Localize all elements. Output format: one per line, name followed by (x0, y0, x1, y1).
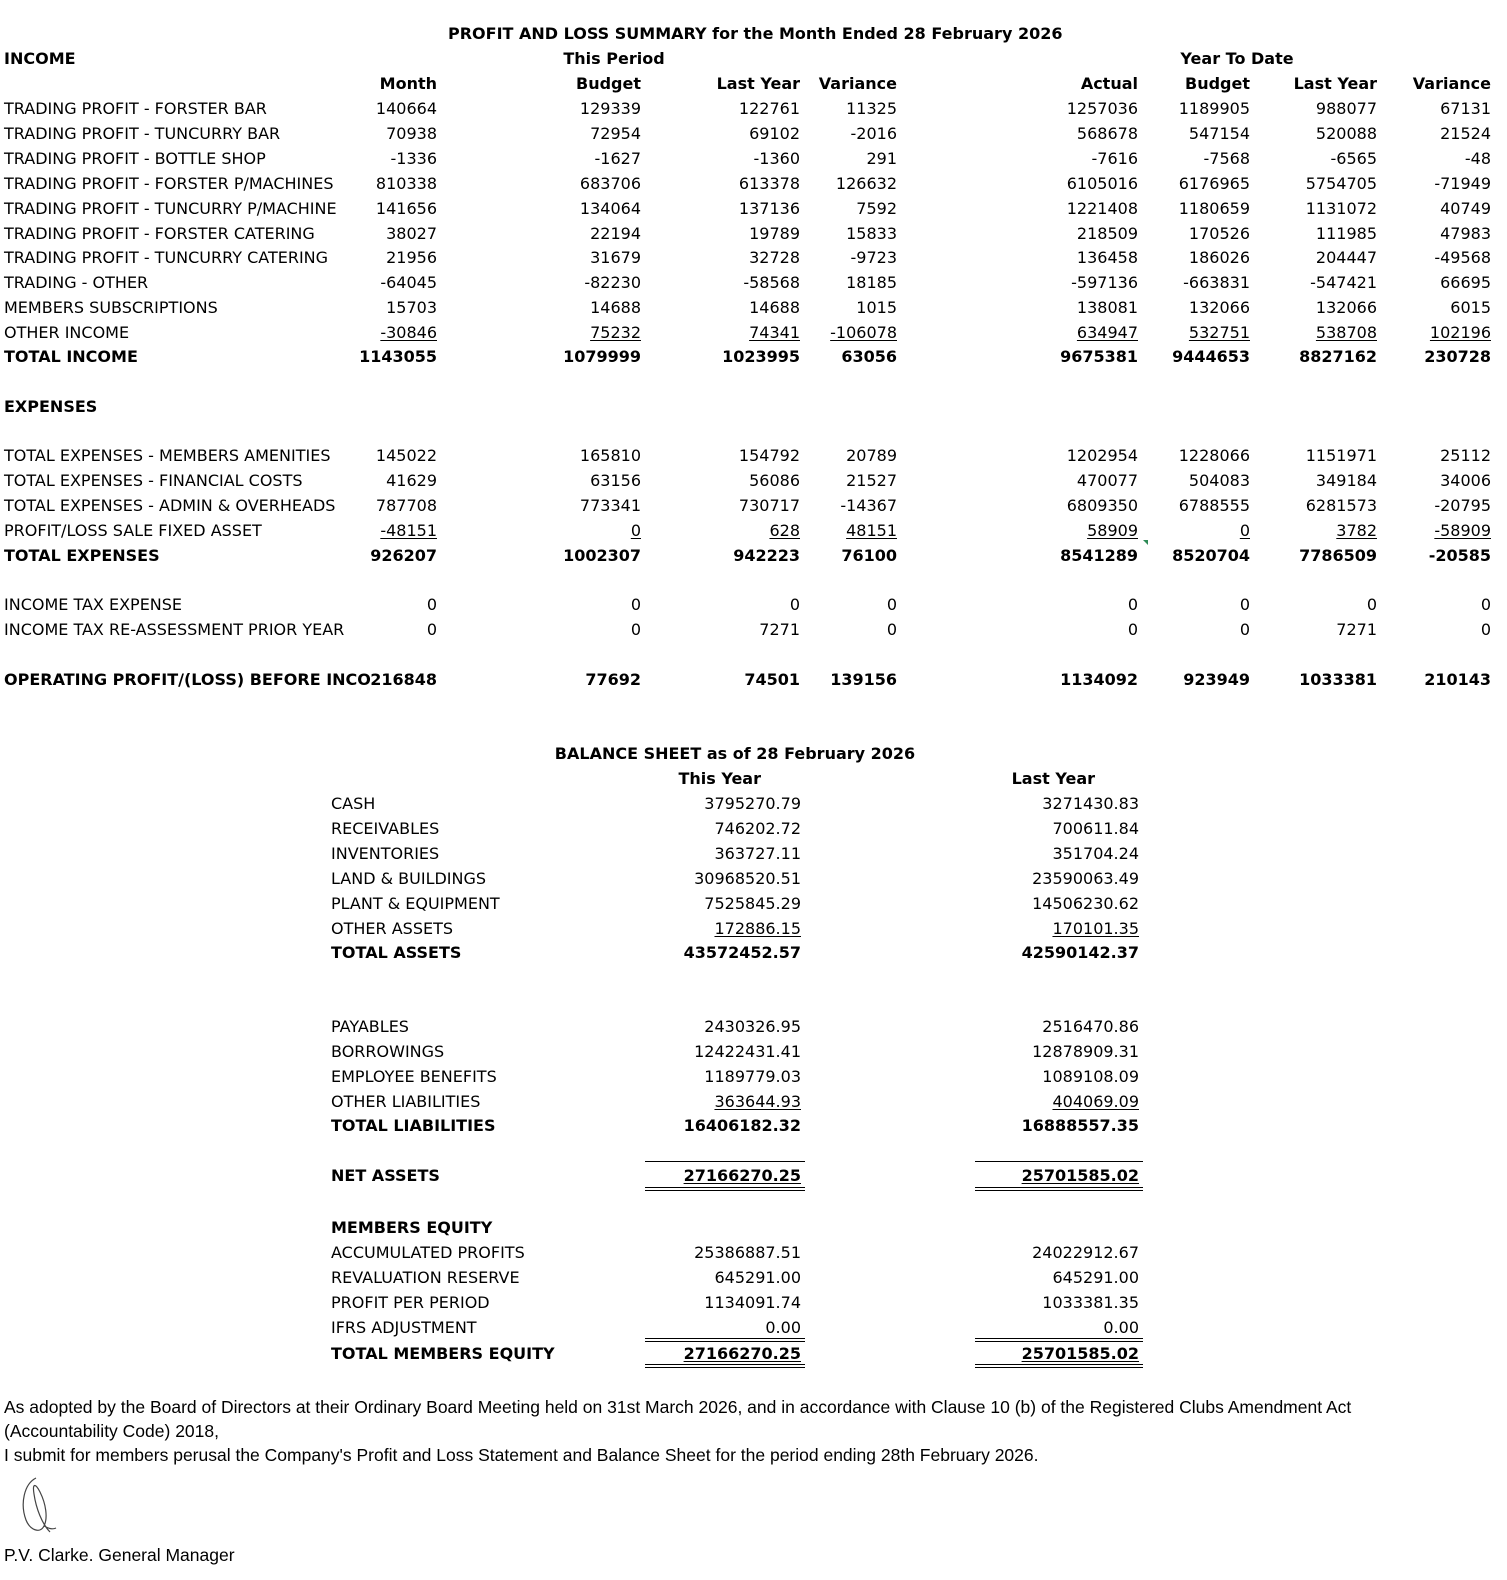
equity-rule-top1-1 (975, 1338, 1143, 1339)
income-row-4-value-3: 7592 (856, 198, 897, 218)
asset-row-0-last-year: 3271430.83 (1042, 794, 1139, 813)
income-row-1-value-2: 69102 (749, 123, 800, 143)
liability-row-1-last-year: 12878909.31 (1032, 1041, 1139, 1061)
income-row-8-value-1: 14688 (590, 298, 641, 318)
expense-row-1-value-7: 34006 (1440, 470, 1491, 490)
pl-header-1: Budget (576, 74, 641, 93)
equity-row-0-label: ACCUMULATED PROFITS (331, 1243, 525, 1262)
liability-row-2-this-year: 1189779.03 (704, 1066, 801, 1086)
income-row-7-label: TRADING - OTHER (4, 273, 149, 293)
income-row-8-value-2: 14688 (749, 298, 800, 318)
income-row-5-value-4: 218509 (1076, 223, 1138, 243)
expense-row-1-value-4: 470077 (1076, 470, 1138, 490)
expense-row-1-value-6: 349184 (1315, 470, 1377, 490)
tax-row-1-value-0: 0 (426, 619, 437, 639)
total-expenses-label: TOTAL EXPENSES (4, 546, 160, 565)
income-row-6-value-4: 136458 (1076, 248, 1138, 268)
operating-profit-value-7: 210143 (1424, 670, 1491, 689)
liability-row-1-this-year: 12422431.41 (694, 1041, 801, 1061)
tax-row-0-label: INCOME TAX EXPENSE (4, 595, 183, 614)
liability-row-2-last-year: 1089108.09 (1042, 1066, 1139, 1086)
pl-header-7: Variance (1412, 74, 1491, 93)
income-row-3-value-6: 5754705 (1305, 173, 1377, 193)
income-row-6-value-2: 32728 (749, 248, 800, 268)
footer-line-3: I submit for members perusal the Company's Profit and Loss Statement and Balance Sheet for the period ending 28th February 2026. (4, 1445, 1039, 1465)
equity-row-1-last-year: 645291.00 (1052, 1267, 1139, 1287)
income-row-1-value-5: 547154 (1188, 123, 1250, 143)
income-row-0-value-2: 122761 (738, 99, 800, 118)
asset-row-2-this-year: 363727.11 (714, 843, 801, 863)
net-assets-rule-bottom1-0 (645, 1187, 805, 1188)
total-expenses-value-4: 8541289 (1060, 546, 1138, 565)
equity-rule-top1-0 (645, 1338, 805, 1339)
pl-title: PROFIT AND LOSS SUMMARY for the Month Ended 28 February 2026 (448, 24, 1063, 43)
income-heading: INCOME (4, 49, 76, 68)
expense-row-2-value-5: 6788555 (1178, 495, 1250, 515)
pl-header-5: Budget (1185, 74, 1250, 93)
income-row-3-label: TRADING PROFIT - FORSTER P/MACHINES (4, 173, 334, 193)
total-income-value-7: 230728 (1424, 347, 1491, 366)
asset-row-5-label: OTHER ASSETS (331, 918, 454, 938)
liability-row-0-last-year: 2516470.86 (1042, 1017, 1139, 1036)
total-assets-last-year: 42590142.37 (1021, 943, 1139, 962)
income-row-8-value-7: 6015 (1450, 298, 1491, 318)
equity-rule-bottom1-0 (645, 1364, 805, 1365)
total-liabilities-last-year: 16888557.35 (1021, 1116, 1139, 1135)
liability-row-3-this-year: 363644.93 (714, 1091, 801, 1111)
income-row-7-value-2: -58568 (743, 273, 800, 293)
expense-row-1-value-5: 504083 (1188, 470, 1250, 490)
asset-row-0-label: CASH (331, 794, 376, 813)
expense-row-1-value-3: 21527 (846, 470, 897, 490)
expense-row-2-value-3: -14367 (840, 495, 897, 515)
income-row-4-value-5: 1180659 (1178, 198, 1250, 218)
expense-row-2-value-0: 787708 (375, 495, 437, 515)
tax-row-1-value-1: 0 (630, 619, 641, 639)
operating-profit-value-4: 1134092 (1060, 670, 1138, 689)
income-row-7-value-7: 66695 (1440, 273, 1491, 293)
income-row-5-value-3: 15833 (846, 223, 897, 243)
tax-row-1-value-7: 0 (1480, 619, 1491, 639)
pl-header-0: Month (379, 74, 437, 93)
income-row-3-value-0: 810338 (375, 173, 437, 193)
income-row-0-value-6: 988077 (1315, 99, 1377, 118)
income-row-0-value-7: 67131 (1440, 99, 1491, 118)
income-row-7-value-6: -547421 (1310, 273, 1377, 293)
expense-row-0-value-0: 145022 (375, 446, 437, 465)
income-row-4-value-0: 141656 (375, 198, 437, 218)
equity-rule-bottom2-0 (645, 1367, 805, 1368)
expense-row-0-value-4: 1202954 (1066, 446, 1138, 465)
income-row-4-value-1: 134064 (579, 198, 641, 218)
income-row-0-value-3: 11325 (846, 99, 897, 118)
operating-profit-value-3: 139156 (830, 670, 897, 689)
income-row-9-value-7: 102196 (1429, 323, 1491, 343)
tax-row-1-value-3: 0 (886, 619, 897, 639)
expense-row-0-value-1: 165810 (579, 446, 641, 465)
total-expenses-value-2: 942223 (733, 546, 800, 565)
equity-row-2-label: PROFIT PER PERIOD (331, 1292, 490, 1312)
asset-row-2-last-year: 351704.24 (1052, 843, 1139, 863)
income-row-3-value-2: 613378 (738, 173, 800, 193)
operating-profit-value-2: 74501 (744, 670, 800, 689)
income-row-9-value-1: 75232 (590, 323, 641, 343)
income-row-2-value-1: -1627 (594, 148, 641, 168)
equity-row-3-last-year: 0.00 (1103, 1317, 1139, 1337)
asset-row-2-label: INVENTORIES (331, 843, 440, 863)
income-row-8-value-5: 132066 (1188, 298, 1250, 318)
income-row-4-value-2: 137136 (738, 198, 800, 218)
expense-row-0-label: TOTAL EXPENSES - MEMBERS AMENITIES (4, 446, 331, 465)
total-liabilities-label: TOTAL LIABILITIES (331, 1116, 496, 1135)
bs-this-year-heading: This Year (678, 769, 761, 788)
liability-row-2-label: EMPLOYEE BENEFITS (331, 1066, 497, 1086)
income-row-1-value-3: -2016 (850, 123, 897, 143)
expense-row-1-value-0: 41629 (386, 470, 437, 490)
net-assets-label: NET ASSETS (331, 1166, 440, 1185)
asset-row-3-label: LAND & BUILDINGS (331, 868, 487, 888)
income-row-9-value-3: -106078 (830, 323, 897, 343)
expense-row-1-value-2: 56086 (749, 470, 800, 490)
income-row-1-value-0: 70938 (386, 123, 437, 143)
expense-row-3-value-5: 0 (1239, 520, 1250, 540)
liability-row-0-this-year: 2430326.95 (704, 1017, 801, 1036)
income-row-2-value-0: -1336 (390, 148, 437, 168)
income-row-4-value-6: 1131072 (1305, 198, 1377, 218)
tax-row-1-value-4: 0 (1127, 619, 1138, 639)
operating-profit-value-5: 923949 (1183, 670, 1250, 689)
total-income-value-1: 1079999 (563, 347, 641, 366)
income-row-0-label: TRADING PROFIT - FORSTER BAR (4, 99, 267, 118)
cell-comment-marker (1143, 540, 1148, 545)
equity-row-2-this-year: 1134091.74 (704, 1292, 801, 1312)
total-members-equity-this-year: 27166270.25 (683, 1344, 801, 1363)
asset-row-1-last-year: 700611.84 (1052, 818, 1139, 838)
income-row-6-value-5: 186026 (1188, 248, 1250, 268)
income-row-6-value-0: 21956 (386, 248, 437, 268)
expense-row-2-value-2: 730717 (738, 495, 800, 515)
income-row-5-value-7: 47983 (1440, 223, 1491, 243)
total-income-value-6: 8827162 (1299, 347, 1377, 366)
liability-row-1-label: BORROWINGS (331, 1041, 445, 1061)
tax-row-1-value-5: 0 (1239, 619, 1250, 639)
tax-row-0-value-3: 0 (886, 595, 897, 614)
net-assets-rule-top-0 (645, 1161, 805, 1162)
tax-row-1-value-2: 7271 (759, 619, 800, 639)
asset-row-5-this-year: 172886.15 (714, 918, 801, 938)
income-row-5-value-0: 38027 (386, 223, 437, 243)
asset-row-3-this-year: 30968520.51 (694, 868, 801, 888)
income-row-6-value-6: 204447 (1315, 248, 1377, 268)
pl-header-3: Variance (818, 74, 897, 93)
net-assets-this-year: 27166270.25 (683, 1166, 801, 1185)
income-row-8-value-4: 138081 (1076, 298, 1138, 318)
income-row-7-value-5: -663831 (1183, 273, 1250, 293)
total-income-value-5: 9444653 (1172, 347, 1250, 366)
income-row-1-value-6: 520088 (1315, 123, 1377, 143)
asset-row-4-this-year: 7525845.29 (704, 893, 801, 913)
expense-row-3-value-6: 3782 (1336, 520, 1377, 540)
expense-row-3-value-3: 48151 (846, 520, 897, 540)
operating-profit-value-6: 1033381 (1299, 670, 1377, 689)
pl-header-2: Last Year (716, 74, 800, 93)
income-row-3-value-3: 126632 (835, 173, 897, 193)
total-assets-this-year: 43572452.57 (683, 943, 801, 962)
tax-row-1-value-6: 7271 (1336, 619, 1377, 639)
tax-row-0-value-1: 0 (630, 595, 641, 614)
signature-image (14, 1474, 62, 1538)
operating-profit-value-0: 216848 (370, 670, 437, 689)
total-liabilities-this-year: 16406182.32 (683, 1116, 801, 1135)
equity-row-3-this-year: 0.00 (765, 1317, 801, 1337)
expense-row-0-value-5: 1228066 (1178, 446, 1250, 465)
bs-last-year-heading: Last Year (1011, 769, 1095, 788)
equity-rule-top2-1 (975, 1341, 1143, 1342)
total-expenses-value-6: 7786509 (1299, 546, 1377, 565)
total-expenses-value-3: 76100 (841, 546, 897, 565)
expense-row-3-value-2: 628 (769, 520, 800, 540)
income-row-6-label: TRADING PROFIT - TUNCURRY CATERING (4, 248, 329, 268)
footer-line-2: (Accountability Code) 2018, (4, 1421, 219, 1441)
equity-rule-top2-0 (645, 1341, 805, 1342)
net-assets-rule-top-1 (975, 1161, 1143, 1162)
income-row-2-value-4: -7616 (1091, 148, 1138, 168)
income-row-2-label: TRADING PROFIT - BOTTLE SHOP (4, 148, 266, 168)
bs-title: BALANCE SHEET as of 28 February 2026 (554, 744, 916, 763)
income-row-9-value-5: 532751 (1188, 323, 1250, 343)
members-equity-heading: MEMBERS EQUITY (331, 1218, 493, 1237)
income-row-8-value-6: 132066 (1315, 298, 1377, 318)
equity-rule-bottom1-1 (975, 1364, 1143, 1365)
income-row-8-label: MEMBERS SUBSCRIPTIONS (4, 298, 218, 318)
year-to-date-heading: Year To Date (1180, 49, 1294, 68)
income-row-1-label: TRADING PROFIT - TUNCURRY BAR (4, 123, 281, 143)
income-row-9-label: OTHER INCOME (4, 323, 130, 343)
income-row-0-value-4: 1257036 (1066, 99, 1138, 118)
income-row-6-value-3: -9723 (850, 248, 897, 268)
income-row-3-value-7: -71949 (1434, 173, 1491, 193)
income-row-4-label: TRADING PROFIT - TUNCURRY P/MACHINE (4, 198, 337, 218)
equity-row-0-last-year: 24022912.67 (1032, 1243, 1139, 1262)
asset-row-4-label: PLANT & EQUIPMENT (331, 893, 500, 913)
income-row-4-value-4: 1221408 (1066, 198, 1138, 218)
income-row-9-value-2: 74341 (749, 323, 800, 343)
income-row-5-value-5: 170526 (1188, 223, 1250, 243)
income-row-1-value-7: 21524 (1440, 123, 1491, 143)
tax-row-0-value-7: 0 (1480, 595, 1491, 614)
expense-row-2-label: TOTAL EXPENSES - ADMIN & OVERHEADS (4, 495, 336, 515)
expense-row-2-value-4: 6809350 (1066, 495, 1138, 515)
asset-row-0-this-year: 3795270.79 (704, 794, 801, 813)
operating-profit-value-1: 77692 (585, 670, 641, 689)
tax-row-0-value-0: 0 (426, 595, 437, 614)
income-row-9-value-0: -30846 (380, 323, 437, 343)
expense-row-3-value-4: 58909 (1087, 520, 1138, 540)
expense-row-1-label: TOTAL EXPENSES - FINANCIAL COSTS (4, 470, 303, 490)
this-period-heading: This Period (563, 49, 665, 68)
total-expenses-value-7: -20585 (1428, 546, 1491, 565)
income-row-5-value-6: 111985 (1315, 223, 1377, 243)
income-row-7-value-4: -597136 (1071, 273, 1138, 293)
liability-row-3-label: OTHER LIABILITIES (331, 1091, 481, 1111)
expense-row-2-value-7: -20795 (1434, 495, 1491, 515)
income-row-7-value-3: 18185 (846, 273, 897, 293)
total-expenses-value-0: 926207 (370, 546, 437, 565)
net-assets-rule-bottom2-1 (975, 1190, 1143, 1191)
income-row-4-value-7: 40749 (1440, 198, 1491, 218)
income-row-9-value-4: 634947 (1076, 323, 1138, 343)
income-row-2-value-3: 291 (866, 148, 897, 168)
expense-row-0-value-3: 20789 (846, 446, 897, 465)
total-income-value-2: 1023995 (722, 347, 800, 366)
net-assets-last-year: 25701585.02 (1021, 1166, 1139, 1185)
income-row-5-label: TRADING PROFIT - FORSTER CATERING (4, 223, 315, 243)
expense-row-3-value-1: 0 (630, 520, 641, 540)
asset-row-5-last-year: 170101.35 (1052, 918, 1139, 938)
income-row-7-value-0: -64045 (380, 273, 437, 293)
net-assets-rule-bottom1-1 (975, 1187, 1143, 1188)
total-assets-label: TOTAL ASSETS (331, 943, 462, 962)
equity-row-2-last-year: 1033381.35 (1042, 1292, 1139, 1312)
pl-header-6: Last Year (1293, 74, 1377, 93)
income-row-6-value-7: -49568 (1434, 248, 1491, 268)
tax-row-1-label: INCOME TAX RE-ASSESSMENT PRIOR YEAR (4, 619, 345, 639)
asset-row-1-label: RECEIVABLES (331, 818, 440, 838)
asset-row-3-last-year: 23590063.49 (1032, 868, 1139, 888)
equity-row-3-label: IFRS ADJUSTMENT (331, 1317, 477, 1337)
pl-header-4: Actual (1080, 74, 1138, 93)
income-row-8-value-3: 1015 (856, 298, 897, 318)
total-expenses-value-1: 1002307 (563, 546, 641, 565)
income-row-0-value-1: 129339 (579, 99, 641, 118)
expense-row-1-value-1: 63156 (590, 470, 641, 490)
liability-row-0-label: PAYABLES (331, 1017, 409, 1036)
expense-row-3-value-0: -48151 (380, 520, 437, 540)
expense-row-0-value-6: 1151971 (1305, 446, 1377, 465)
income-row-6-value-1: 31679 (590, 248, 641, 268)
equity-row-1-label: REVALUATION RESERVE (331, 1267, 520, 1287)
expense-row-3-value-7: -58909 (1434, 520, 1491, 540)
asset-row-4-last-year: 14506230.62 (1032, 893, 1139, 913)
total-income-value-3: 63056 (841, 347, 897, 366)
operating-profit-label: OPERATING PROFIT/(LOSS) BEFORE INCO (4, 670, 371, 689)
income-row-2-value-5: -7568 (1203, 148, 1250, 168)
equity-row-0-this-year: 25386887.51 (694, 1243, 801, 1262)
equity-row-1-this-year: 645291.00 (714, 1267, 801, 1287)
total-members-equity-label: TOTAL MEMBERS EQUITY (331, 1344, 555, 1363)
income-row-0-value-5: 1189905 (1178, 99, 1250, 118)
income-row-7-value-1: -82230 (584, 273, 641, 293)
tax-row-0-value-2: 0 (789, 595, 800, 614)
income-row-0-value-0: 140664 (375, 99, 437, 118)
liability-row-3-last-year: 404069.09 (1052, 1091, 1139, 1111)
total-income-label: TOTAL INCOME (4, 347, 138, 366)
total-members-equity-last-year: 25701585.02 (1021, 1344, 1139, 1363)
total-expenses-value-5: 8520704 (1172, 546, 1250, 565)
signatory: P.V. Clarke. General Manager (4, 1545, 235, 1565)
income-row-2-value-2: -1360 (753, 148, 800, 168)
net-assets-rule-bottom2-0 (645, 1190, 805, 1191)
income-row-9-value-6: 538708 (1315, 323, 1377, 343)
income-row-2-value-7: -48 (1464, 148, 1491, 168)
expense-row-0-value-7: 25112 (1440, 446, 1491, 465)
asset-row-1-this-year: 746202.72 (714, 818, 801, 838)
income-row-2-value-6: -6565 (1330, 148, 1377, 168)
equity-rule-bottom2-1 (975, 1367, 1143, 1368)
expense-row-2-value-1: 773341 (579, 495, 641, 515)
total-income-value-4: 9675381 (1060, 347, 1138, 366)
income-row-1-value-4: 568678 (1076, 123, 1138, 143)
expense-row-0-value-2: 154792 (738, 446, 800, 465)
tax-row-0-value-5: 0 (1239, 595, 1250, 614)
income-row-5-value-1: 22194 (590, 223, 641, 243)
footer-line-1: As adopted by the Board of Directors at their Ordinary Board Meeting held on 31st March 2026, and in accordance with Clause 10 (b) of the Registered Clubs Amendment Act (4, 1397, 1352, 1417)
tax-row-0-value-6: 0 (1366, 595, 1377, 614)
income-row-5-value-2: 19789 (749, 223, 800, 243)
expense-row-2-value-6: 6281573 (1305, 495, 1377, 515)
expenses-heading: EXPENSES (4, 397, 98, 416)
income-row-3-value-4: 6105016 (1066, 173, 1138, 193)
income-row-3-value-5: 6176965 (1178, 173, 1250, 193)
income-row-1-value-1: 72954 (590, 123, 641, 143)
expense-row-3-label: PROFIT/LOSS SALE FIXED ASSET (4, 520, 262, 540)
total-income-value-0: 1143055 (359, 347, 437, 366)
income-row-3-value-1: 683706 (579, 173, 641, 193)
income-row-8-value-0: 15703 (386, 298, 437, 318)
tax-row-0-value-4: 0 (1127, 595, 1138, 614)
